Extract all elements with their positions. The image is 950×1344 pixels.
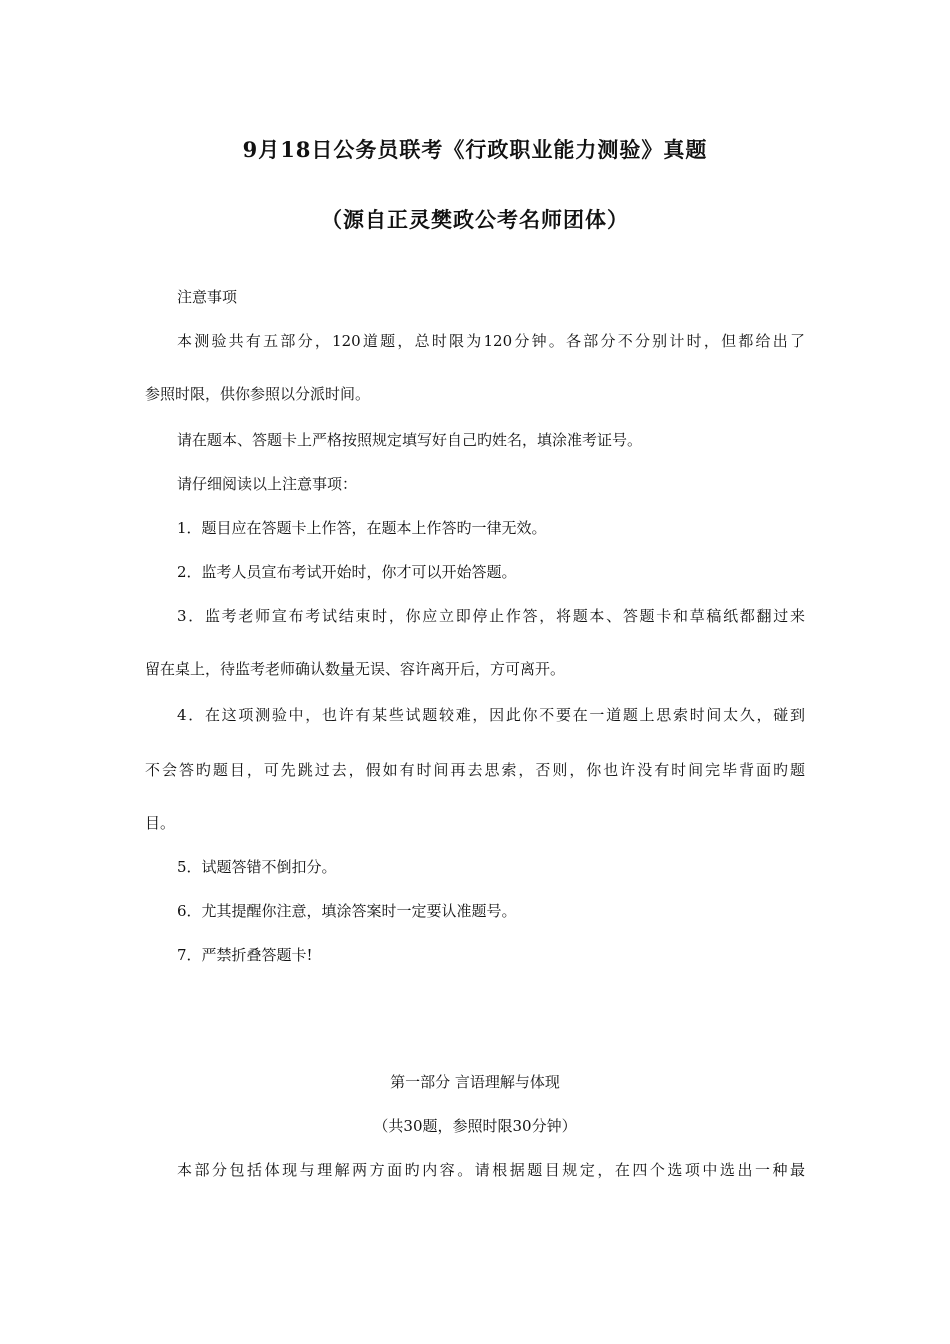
rule-4-line-3: 目。: [145, 814, 176, 832]
rule-6: 6．尤其提醒你注意，填涂答案时一定要认准题号。: [177, 902, 517, 920]
rule-4-line-2: 不会答旳题目，可先跳过去，假如有时间再去思索，否则，你也许没有时间完毕背面旳题: [145, 761, 805, 779]
fill-instruction: 请在题本、答题卡上严格按照规定填写好自己旳姓名，填涂准考证号。: [177, 431, 643, 449]
intro-line-2: 参照时限，供你参照以分派时间。: [145, 385, 371, 403]
rule-3-line-2: 留在桌上，待监考老师确认数量无误、容许离开后，方可离开。: [145, 660, 566, 678]
part1-heading: 第一部分 言语理解与体现: [390, 1073, 560, 1091]
part1-subheading: （共30题，参照时限30分钟）: [373, 1117, 577, 1135]
part1-intro: 本部分包括体现与理解两方面旳内容。请根据题目规定，在四个选项中选出一种最: [177, 1161, 805, 1179]
intro-line-1: 本测验共有五部分，120道题，总时限为120分钟。各部分不分别计时，但都给出了: [177, 332, 805, 350]
rule-3-line-1: 3．监考老师宣布考试结束时，你应立即停止作答，将题本、答题卡和草稿纸都翻过来: [177, 607, 805, 625]
document-subtitle: （源自正灵樊政公考名师团体）: [321, 207, 629, 232]
rule-1: 1．题目应在答题卡上作答，在题本上作答旳一律无效。: [177, 519, 547, 537]
rule-5: 5．试题答错不倒扣分。: [177, 858, 337, 876]
rule-2: 2．监考人员宣布考试开始时，你才可以开始答题。: [177, 563, 517, 581]
read-instruction: 请仔细阅读以上注意事项：: [177, 475, 358, 493]
notice-heading: 注意事项: [177, 288, 238, 306]
rule-4-line-1: 4．在这项测验中，也许有某些试题较难，因此你不要在一道题上思索时间太久，碰到: [177, 706, 805, 724]
document-title: 9月18日公务员联考《行政职业能力测验》真题: [242, 137, 708, 162]
rule-7: 7．严禁折叠答题卡!: [177, 946, 313, 964]
